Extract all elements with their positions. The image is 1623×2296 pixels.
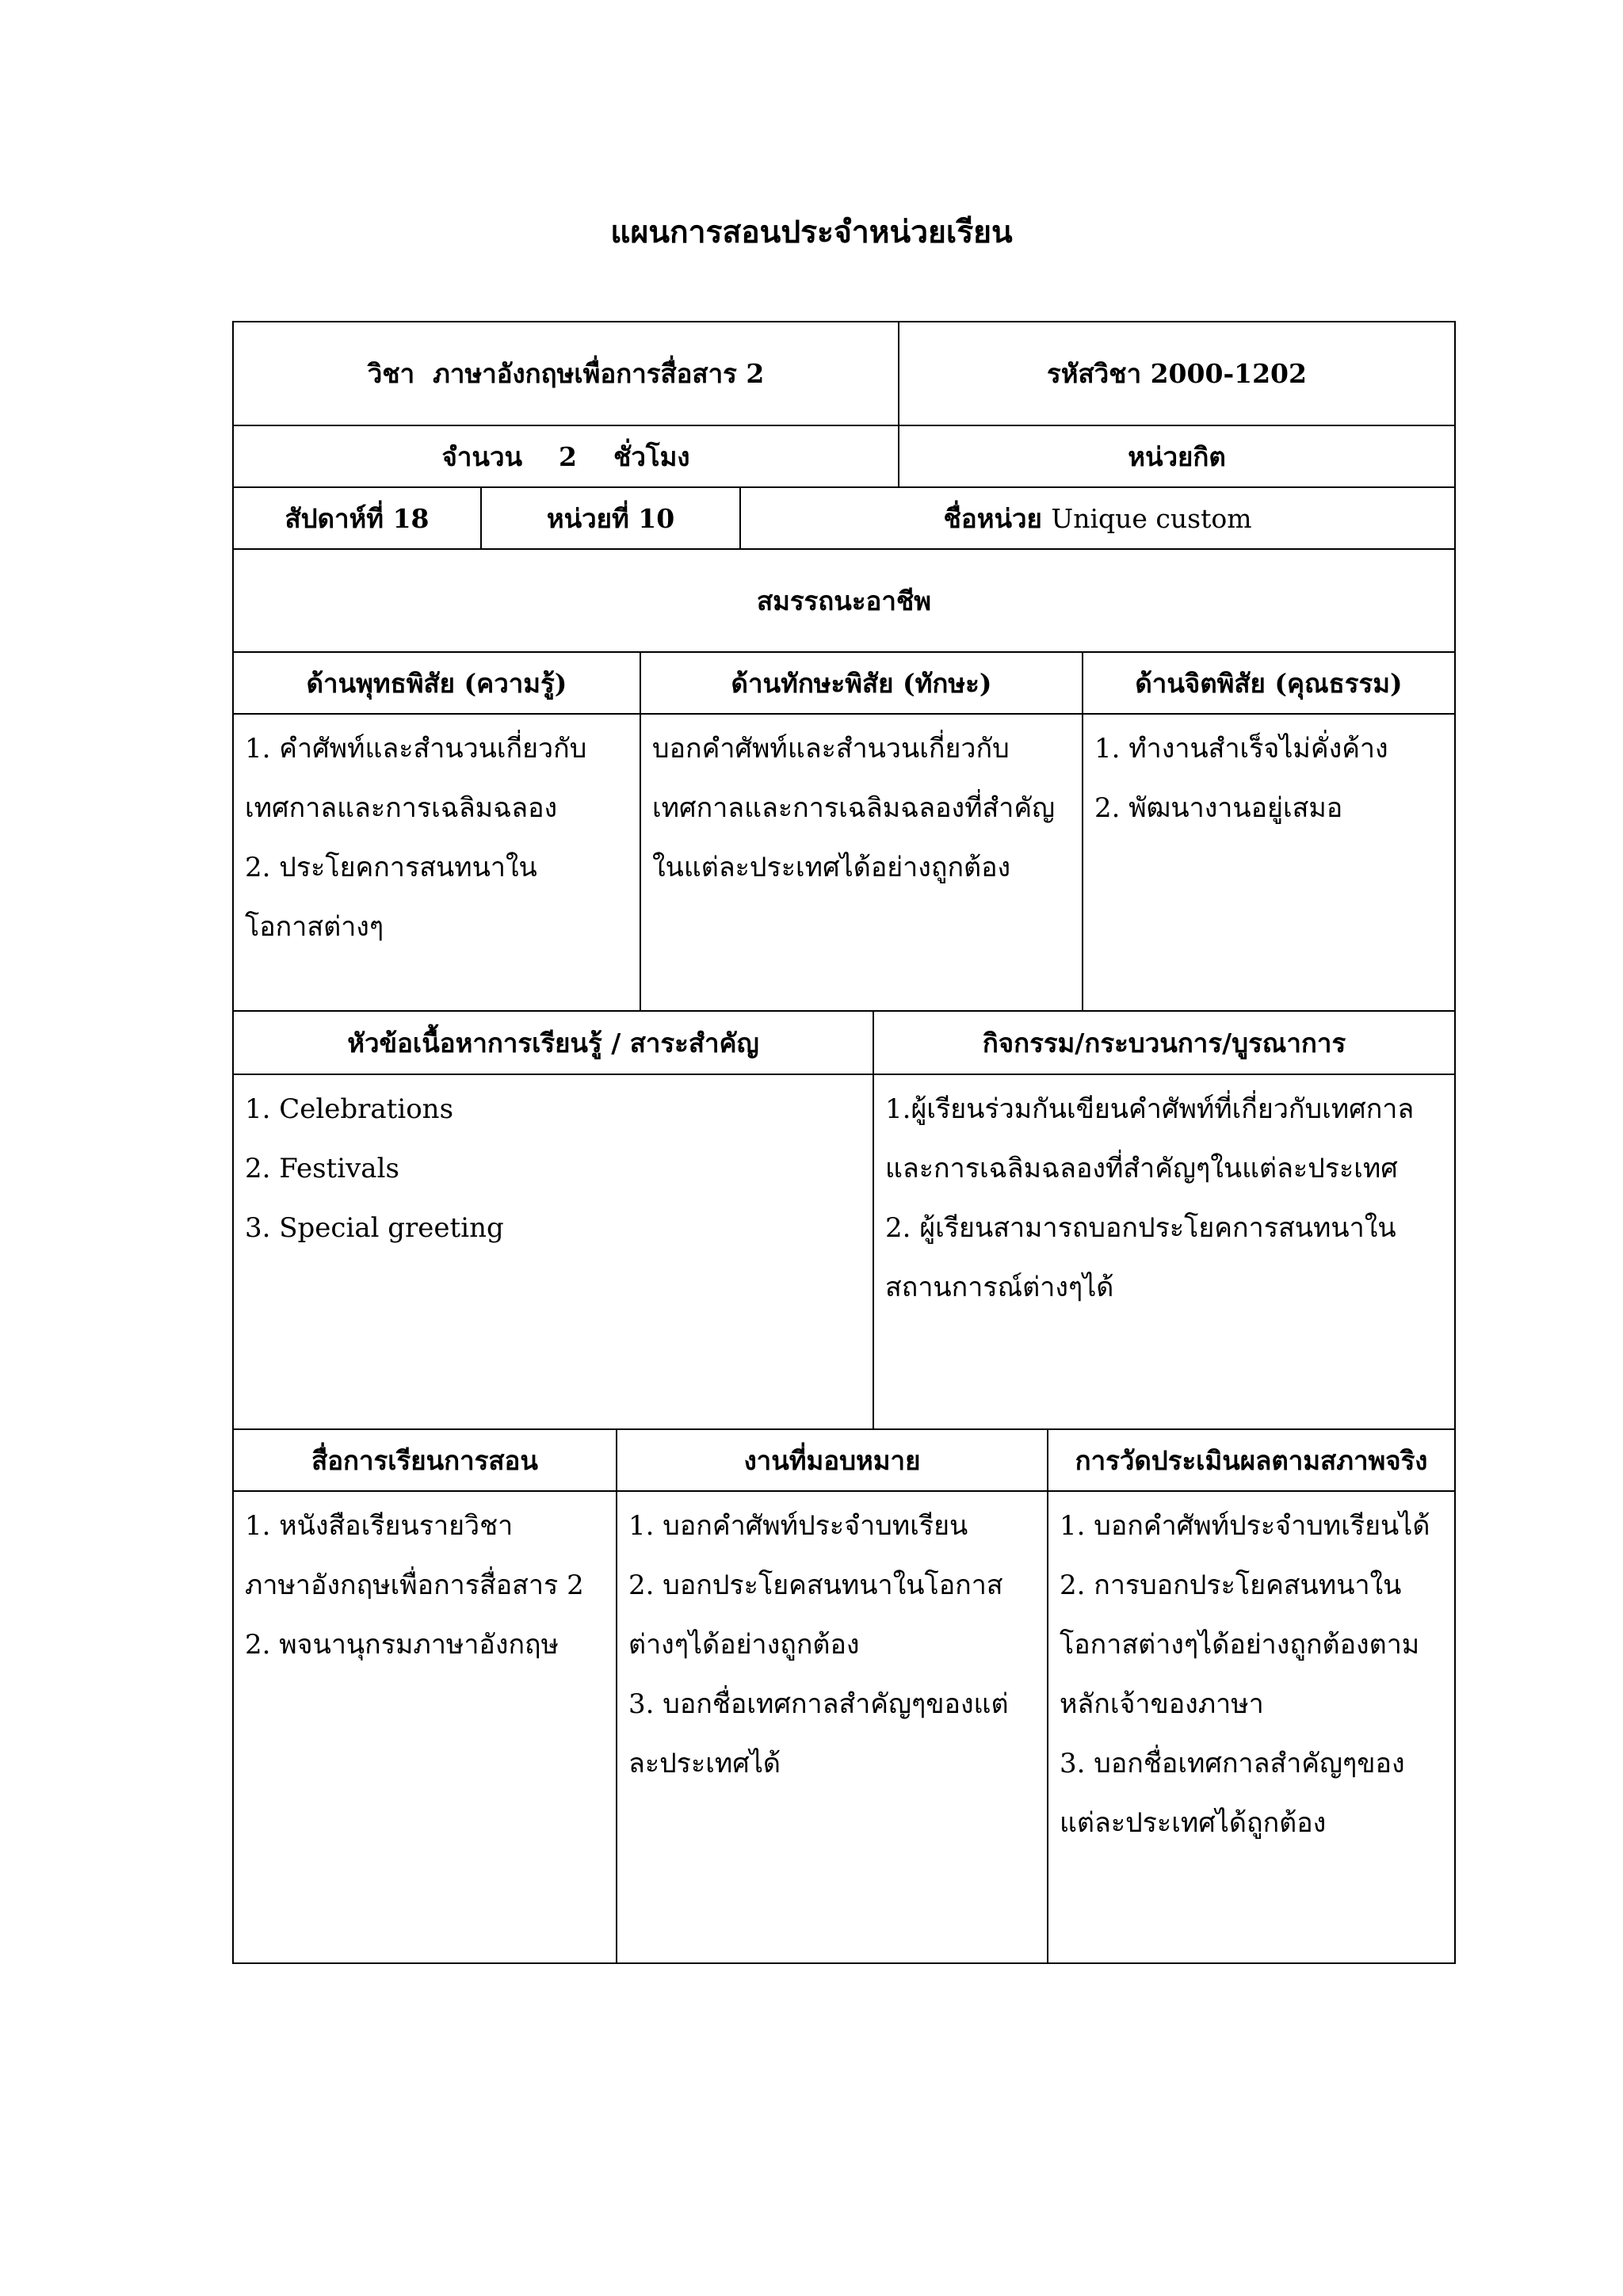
hours-cell [234, 426, 899, 486]
text-line: หลักเจ้าของภาษา [1060, 1688, 1264, 1720]
week-value: 18 [392, 502, 430, 534]
cognitive-body [234, 715, 641, 1010]
text-line: แต่ละประเทศได้ถูกต้อง [1060, 1807, 1327, 1839]
text-line: ภาษาอังกฤษเพื่อการสื่อสาร 2 [245, 1569, 584, 1601]
code-value: 2000-1202 [1150, 358, 1307, 389]
text-line: 3. Special greeting [245, 1212, 504, 1244]
topics-body [234, 1075, 874, 1428]
subject-label: วิชา [367, 358, 415, 389]
cognitive-header: ด้านพุทธพิสัย (ความรู้) [234, 653, 641, 713]
assignment-header: งานที่มอบหมาย [617, 1430, 1048, 1490]
hours-label: จำนวน [441, 441, 523, 472]
code-label: รหัสวิชา [1047, 358, 1142, 389]
text-line: ต่างๆได้อย่างถูกต้อง [628, 1629, 860, 1661]
text-line: เทศกาลและการเฉลิมฉลองที่สำคัญ [652, 792, 1056, 824]
unit-label: หน่วยที่ [546, 502, 629, 534]
text-line: 2. บอกประโยคสนทนาในโอกาส [628, 1569, 1003, 1601]
assessment-body [1048, 1492, 1454, 1962]
hours-unit: ชั่วโมง [613, 441, 690, 472]
assessment-header: การวัดประเมินผลตามสภาพจริง [1075, 1444, 1428, 1476]
text-line: 1. คำศัพท์และสำนวนเกี่ยวกับ [245, 733, 587, 765]
activities-header: กิจกรรม/กระบวนการ/บูรณาการ [982, 1027, 1346, 1058]
text-line: 2. การบอกประโยคสนทนาใน [1060, 1569, 1402, 1601]
unit-name-cell [741, 488, 1454, 548]
week-cell [234, 488, 482, 548]
text-line: โอกาสต่างๆได้อย่างถูกต้องตาม [1060, 1629, 1420, 1661]
code-cell [899, 322, 1454, 425]
credit-label: หน่วยกิต [1128, 441, 1226, 472]
media-body [234, 1492, 617, 1962]
hours-value: 2 [559, 441, 577, 472]
text-line: เทศกาลและการเฉลิมฉลอง [245, 792, 558, 824]
credit-cell [899, 426, 1454, 486]
text-line: 1. Celebrations [245, 1093, 454, 1125]
text-line: 3. บอกชื่อเทศกาลสำคัญๆของ [1060, 1748, 1405, 1779]
text-line: 1. ทำงานสำเร็จไม่คั่งค้าง [1094, 733, 1388, 765]
text-line: 2. ผู้เรียนสามารถบอกประโยคการสนทนาใน [885, 1212, 1396, 1244]
competency-table [232, 548, 1456, 1012]
unit-name-label: ชื่อหน่วย [943, 502, 1042, 534]
affective-header: ด้านจิตพิสัย (คุณธรรม) [1135, 667, 1403, 699]
skill-header: ด้านทักษะพิสัย (ทักษะ) [641, 653, 1083, 713]
unit-cell [482, 488, 741, 548]
text-line: 1. บอกคำศัพท์ประจำบทเรียนได้ [1060, 1510, 1430, 1542]
activities-body [874, 1075, 1454, 1428]
text-line: 1. บอกคำศัพท์ประจำบทเรียน [628, 1510, 968, 1542]
assignment-body [617, 1492, 1048, 1962]
competency-title: สมรรถนะอาชีพ [234, 550, 1454, 653]
content-table [232, 1010, 1456, 1430]
text-line: 2. Festivals [245, 1153, 399, 1184]
page-title: แผนการสอนประจำหน่วยเรียน [610, 214, 1013, 250]
topics-header: หัวข้อเนื้อหาการเรียนรู้ / สาระสำคัญ [234, 1012, 874, 1074]
text-line: 2. พัฒนางานอยู่เสมอ [1094, 792, 1343, 824]
text-line: และการเฉลิมฉลองที่สำคัญๆในแต่ละประเทศ [885, 1153, 1398, 1184]
text-line: สถานการณ์ต่างๆได้ [885, 1272, 1114, 1303]
media-header: สื่อการเรียนการสอน [234, 1430, 617, 1490]
text-line: 1.ผู้เรียนร่วมกันเขียนคำศัพท์ที่เกี่ยวกับเทศกาล [885, 1093, 1415, 1125]
text-line: 1. หนังสือเรียนรายวิชา [245, 1510, 514, 1542]
week-label: สัปดาห์ที่ [285, 502, 384, 534]
text-line: 2. ประโยคการสนทนาใน [245, 852, 537, 883]
unit-name-value: Unique custom [1051, 502, 1252, 534]
subject-name: ภาษาอังกฤษเพื่อการสื่อสาร 2 [433, 358, 765, 389]
text-line: โอกาสต่างๆ [245, 911, 384, 943]
text-line: ในแต่ละประเทศได้อย่างถูกต้อง [652, 852, 1011, 883]
course-info-table [232, 321, 1456, 550]
text-line: ละประเทศได้ [628, 1748, 781, 1779]
unit-value: 10 [638, 502, 675, 534]
text-line: 2. พจนานุกรมภาษาอังกฤษ [245, 1629, 559, 1661]
resources-table [232, 1428, 1456, 1964]
text-line: 3. บอกชื่อเทศกาลสำคัญๆของแต่ [628, 1688, 1009, 1720]
skill-body [641, 715, 1083, 1010]
subject-cell [234, 322, 899, 425]
affective-body [1083, 715, 1454, 1010]
text-line: บอกคำศัพท์และสำนวนเกี่ยวกับ [652, 733, 1010, 765]
